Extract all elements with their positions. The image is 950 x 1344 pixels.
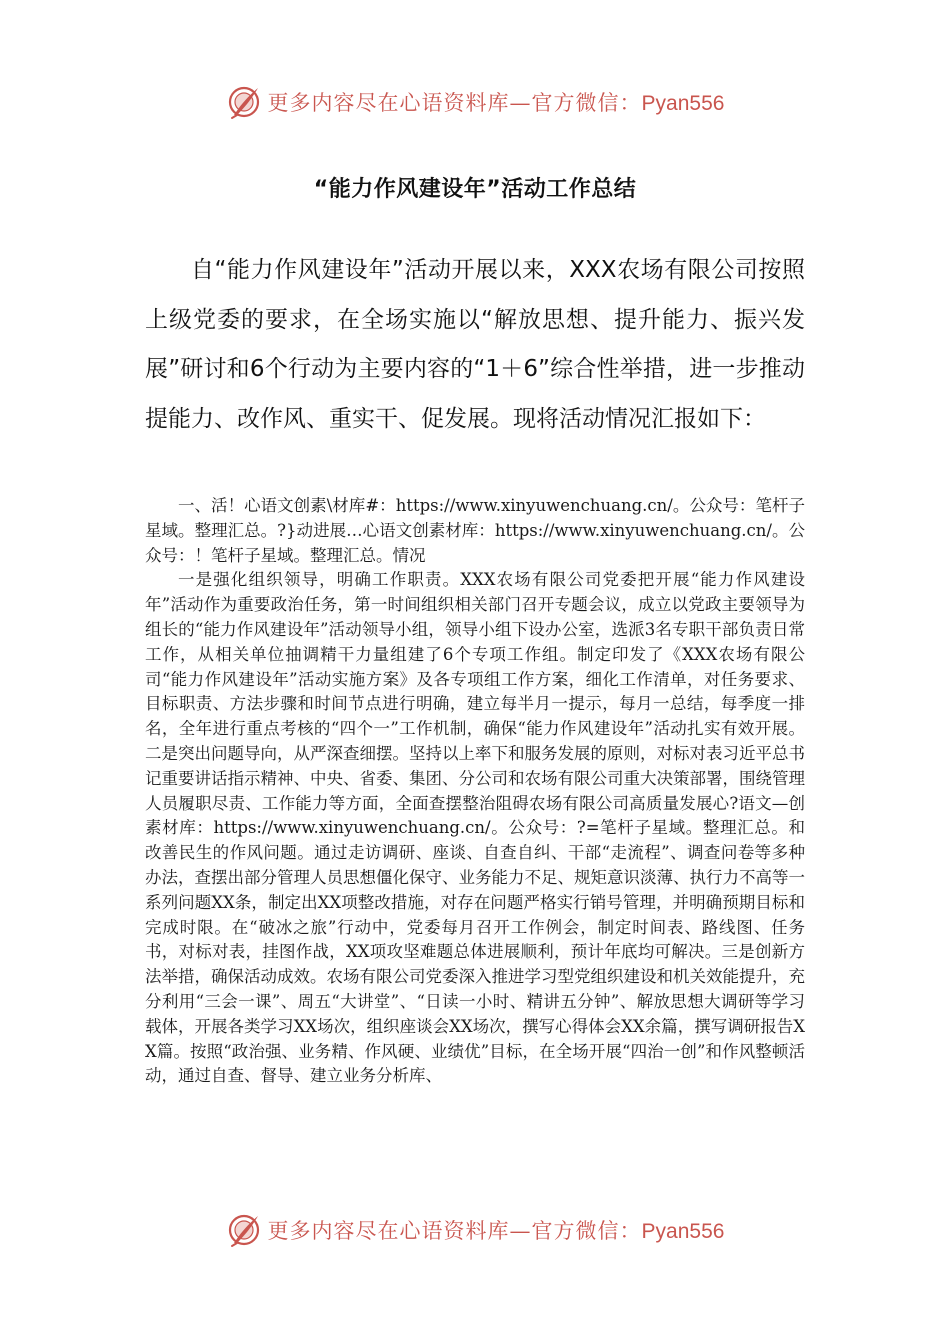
- document-title: “能力作风建设年”活动工作总结: [313, 177, 637, 202]
- wechat-id: Pyan556: [641, 92, 725, 115]
- intro-paragraph: 自“能力作风建设年”活动开展以来，XXX农场有限公司按照上级党委的要求，在全场实施以“解放思想、提升能力、振兴发展”研讨和6个行动为主要内容的“1＋6”综合性举措，进一步推动提能力、改作风、重实干、促发展。现将活动情况汇报如下：: [145, 257, 805, 432]
- paragraph-activity-progress: 一、活！心语文创素\材库#：https://www.xinyuwenchuang.cn/。公众号：笔杆子星域。整理汇总。?}动进展…心语文创素材库：https://www.xinyuwenchuang.cn/。公众号：！笔杆子星域。整理汇总。情况: [145, 496, 805, 565]
- paragraph-details: 一是强化组织领导，明确工作职责。XXX农场有限公司党委把开展“能力作风建设年”活动作为重要政治任务，第一时间组织相关部门召开专题会议，成立以党政主要领导为组长的“能力作风建设年”活动领导小组，领导小组下设办公室，选派3名专职干部负责日常工作，从相关单位抽调精干力量组建了6个专项工作组。制定印发了《XXX农场有限公司“能力作风建设年”活动实施方案》及各专项组工作方案，细化工作清单，对任务要求、目标职责、方法步骤和时间节点进行明确，建立每半月一提示，每月一总结，每季度一排名，全年进行重点考核的“四个一”工作机制，确保“能力作风建设年”活动扎实有效开展。二是突出问题导向，从严深查细摆。坚持以上率下和服务发展的原则，对标对表习近平总书记重要讲话指示精神、中央、省委、集团、分公司和农场有限公司重大决策部署，围绕管理人员履职尽责、工作能力等方面，全面查摆整治阻碍农场有限公司高质量发展心?语文—创素材库：https://www.xinyuwenchuang.cn/。公众号：?=笔杆子星域。整理汇总。和改善民生的作风问题。通过走访调研、座谈、自查自纠、干部“走流程”、调查问卷等多种办法，查摆出部分管理人员思想僵化保守、业务能力不足、规矩意识淡薄、执行力不高等一系列问题XX条，制定出XX项整改措施，对存在问题严格实行销号管理，并明确预期目标和完成时限。在“破冰之旅”行动中，党委每月召开工作例会，制定时间表、路线图、任务书，对标对表，挂图作战，XX项攻坚难题总体进展顺利，预计年底均可解决。三是创新方法举措，确保活动成效。农场有限公司党委深入推进学习型党组织建设和机关效能提升，充分利用“三会一课”、周五“大讲堂”、“日读一小时、精讲五分钟”、解放思想大调研等学习载体，开展各类学习XX场次，组织座谈会XX场次，撰写心得体会XX余篇，撰写调研报告XX篇。按照“政治强、业务精、作风硬、业绩优”目标，在全场开展“四治一创”和作风整顿活动，通过自查、督导、建立业务分析库、: [145, 570, 805, 1086]
- quill-logo-icon: [226, 84, 262, 120]
- footer-banner: [0, 1208, 950, 1252]
- banner-text: 更多内容尽在心语资料库—官方微信：Pyan556: [267, 1219, 725, 1243]
- banner-text: 更多内容尽在心语资料库—官方微信：Pyan556: [267, 91, 725, 115]
- body-text: [145, 494, 805, 1089]
- wechat-id: Pyan556: [641, 1220, 725, 1243]
- quill-logo-icon: [226, 1212, 262, 1248]
- header-banner: [0, 80, 950, 124]
